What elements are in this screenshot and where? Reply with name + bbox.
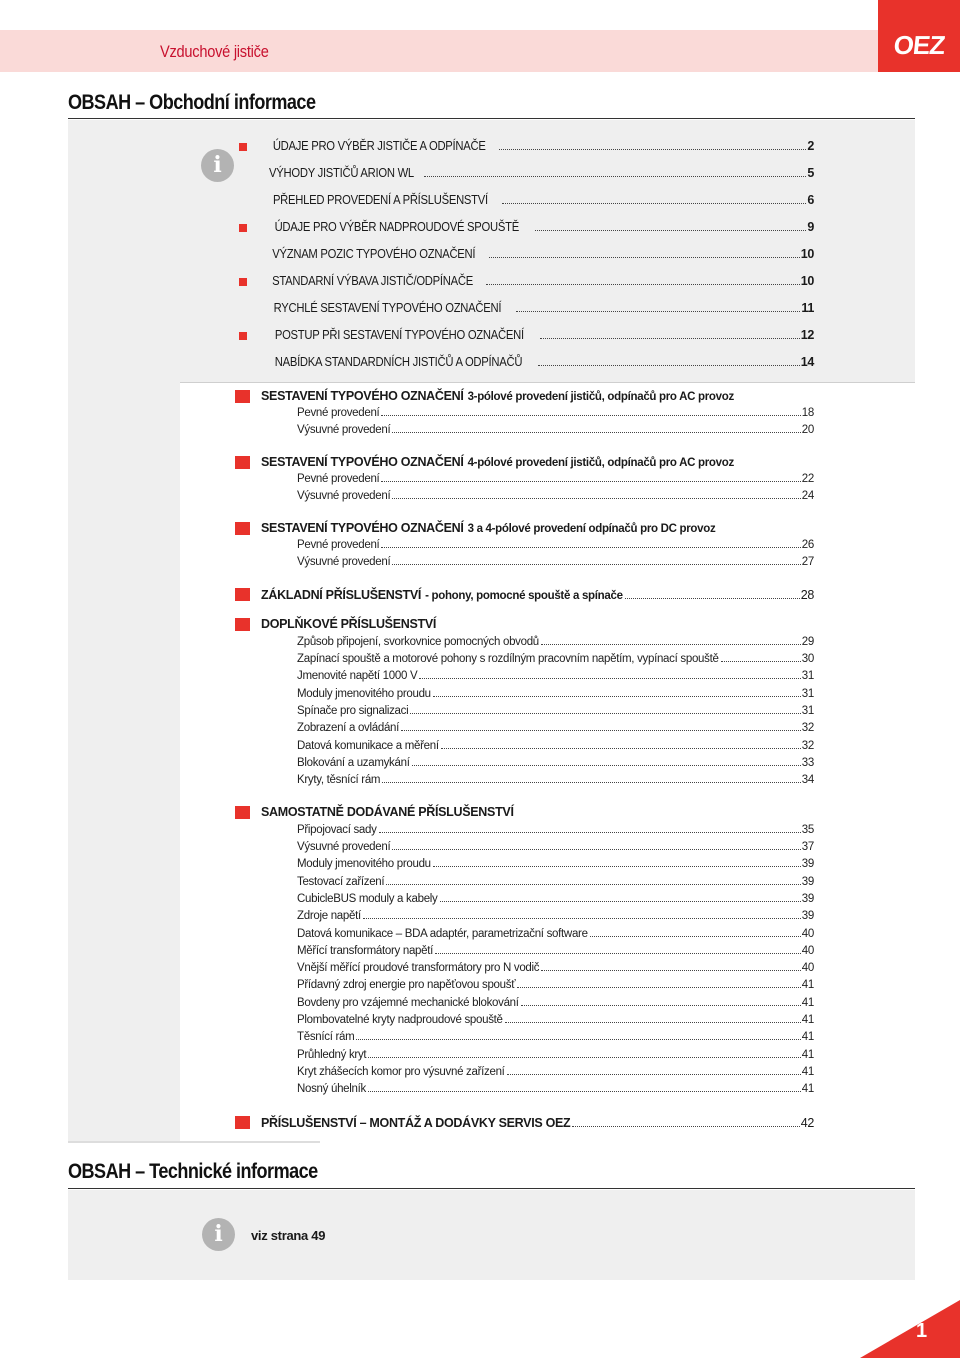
toc-subentry[interactable] [297,424,814,440]
dot-leader [590,936,801,937]
group-title-text: SAMOSTATNĚ DODÁVANÉ PŘÍSLUŠENSTVÍ [261,805,514,819]
entry-label: Výsuvné provedení [297,841,391,853]
page-corner [860,1300,960,1358]
dot-leader [381,547,800,548]
entry-page: 40 [801,962,814,974]
dot-leader [381,481,800,482]
entry-label: Jmenovité napětí 1000 V [297,670,418,682]
dot-leader [572,1126,799,1127]
toc-entry[interactable] [261,355,814,371]
entry-page: 39 [801,876,814,888]
tech-panel [68,1190,915,1280]
group-title-text: DOPLŇKOVÉ PŘÍSLUŠENSTVÍ [261,617,437,631]
entry-page: 41 [801,1031,814,1043]
group-title-text: SESTAVENÍ TYPOVÉHO OZNAČENÍ [261,389,464,403]
entry-page: 39 [801,893,814,905]
entry-page: 27 [801,556,814,568]
entry-page: 5 [807,166,814,180]
entry-label: Moduly jmenovitého proudu [297,858,431,870]
logo-text: OEZ [892,30,946,60]
entry-label: Kryty, těsnící rám [297,774,381,786]
section-rule [68,1188,915,1189]
entry-page: 29 [801,636,814,648]
dot-leader [499,149,806,150]
toc-subentry[interactable] [297,556,814,572]
toc-subentry[interactable] [297,740,814,756]
dot-leader [486,284,800,285]
entry-page: 31 [801,670,814,682]
divider [68,1141,320,1143]
group-marker [235,1116,250,1129]
toc-panel-left [68,382,180,1142]
toc-subentry[interactable] [297,893,814,909]
dot-leader [507,1074,801,1075]
entry-page: 10 [800,247,814,261]
toc-subentry[interactable] [297,945,814,961]
entry-page: 41 [801,1066,814,1078]
entry-label: Bovdeny pro vzájemné mechanické blokování [297,997,519,1009]
entry-label: Plombovatelné kryty nadproudové spouště [297,1014,503,1026]
entry-label: Pevné provedení [297,473,380,485]
entry-label: Připojovací sady [297,824,377,836]
group-subtitle: 3 a 4-pólové provedení odpínačů pro DC provoz [467,523,716,535]
dot-leader [381,415,800,416]
dot-leader [379,832,801,833]
dot-leader [356,1039,800,1040]
section-title-technical: OBSAH – Technické informace [68,1160,318,1183]
toc-subentry[interactable] [297,774,814,790]
dot-leader [382,782,801,783]
toc-subentry[interactable] [297,928,814,944]
entry-page: 31 [801,705,814,717]
entry-page: 28 [800,588,814,602]
info-icon: i [201,149,234,182]
toc-subentry[interactable] [297,1066,814,1082]
entry-label: VÝZNAM POZIC TYPOVÉHO OZNAČENÍ [272,247,476,261]
entry-page: 12 [800,328,814,342]
toc-subentry[interactable] [297,858,814,874]
entry-page: 41 [801,997,814,1009]
dot-leader [392,432,800,433]
dot-leader [541,644,801,645]
dot-leader [401,730,801,731]
toc-subentry[interactable] [297,962,814,978]
oez-logo [878,0,960,72]
entry-label: Blokování a uzamykání [297,757,410,769]
entry-label: Testovací zařízení [297,876,385,888]
entry-page: 2 [807,139,814,153]
group-marker [235,806,250,819]
entry-page: 39 [801,910,814,922]
entry-page: 40 [801,928,814,940]
entry-label: Zapínací spouště a motorové pohony s rozdílným pracovním napětím, vypínací spouště [297,653,719,665]
toc-subentry[interactable] [297,722,814,738]
entry-page: 9 [807,220,814,234]
entry-page: 22 [801,473,814,485]
entry-page: 26 [801,539,814,551]
header-title: Vzduchové jističe [160,42,269,61]
toc-entry[interactable] [261,328,814,344]
group-subtitle: 4-pólové provedení jističů, odpínačů pro AC provoz [467,457,734,469]
group-title [261,389,734,403]
group-title [261,617,436,631]
entry-label: Kryt zhášecích komor pro výsuvné zařízení [297,1066,505,1078]
entry-label: Datová komunikace a měření [297,740,439,752]
entry-page: 39 [801,858,814,870]
entry-page: 10 [800,274,814,288]
toc-entry[interactable] [261,139,814,155]
entry-label: Průhledný kryt [297,1049,367,1061]
toc-subentry[interactable] [297,1014,814,1030]
toc-entry[interactable] [261,274,814,290]
toc-subentry[interactable] [297,490,814,506]
dot-leader [502,203,807,204]
dot-leader [392,498,800,499]
dot-leader [410,713,800,714]
dot-leader [368,1091,801,1092]
entry-label: POSTUP PŘI SESTAVENÍ TYPOVÉHO OZNAČENÍ [274,328,524,342]
entry-label: Přídavný zdroj energie pro napěťovou spoušť [297,979,516,991]
entry-page: 6 [807,193,814,207]
entry-page: 41 [801,979,814,991]
entry-label: Spínače pro signalizaci [297,705,409,717]
toc-subentry[interactable] [297,979,814,995]
divider [180,382,915,383]
dot-leader [368,1057,800,1058]
group-title-text: SESTAVENÍ TYPOVÉHO OZNAČENÍ [261,521,464,535]
toc-subentry[interactable] [297,688,814,704]
see-page-note: viz strana 49 [251,1228,326,1243]
toc-subentry[interactable] [297,876,814,892]
entry-label: Výsuvné provedení [297,490,391,502]
dot-leader [535,230,807,231]
header-band [0,30,880,72]
entry-page: 34 [801,774,814,786]
entry-page: 37 [801,841,814,853]
entry-label: STANDARNÍ VÝBAVA JISTIČ/ODPÍNAČE [272,274,473,288]
entry-label: Zobrazení a ovládání [297,722,400,734]
section-title-business: OBSAH – Obchodní informace [68,91,316,114]
entry-label: ÚDAJE PRO VÝBĚR JISTIČE A ODPÍNAČE [272,139,486,153]
entry-label: Datová komunikace – BDA adaptér, parametrizační software [297,928,588,940]
dot-leader [441,748,801,749]
group-title-entry[interactable] [261,588,814,604]
bullet-square [239,224,247,232]
group-title [261,521,715,535]
entry-label: PŘÍSLUŠENSTVÍ – MONTÁŽ A DODÁVKY SERVIS OEZ [261,1116,571,1130]
dot-leader [412,765,801,766]
toc-subentry[interactable] [297,670,814,686]
entry-page: 11 [801,301,814,315]
toc-subentry[interactable] [297,1031,814,1047]
bullet-square [239,278,247,286]
entry-label: Nosný úhelník [297,1083,366,1095]
group-marker [235,456,250,469]
entry-page: 18 [801,407,814,419]
toc-subentry[interactable] [297,636,814,652]
entry-page: 14 [800,355,814,369]
entry-label: NABÍDKA STANDARDNÍCH JISTIČŮ A ODPÍNAČŮ [274,355,523,369]
entry-page: 40 [801,945,814,957]
group-marker [235,588,250,601]
group-title [261,455,734,469]
entry-label: RYCHLÉ SESTAVENÍ TYPOVÉHO OZNAČENÍ [273,301,502,315]
dot-leader [363,918,801,919]
toc-subentry[interactable] [297,705,814,721]
dot-leader [541,970,801,971]
bullet-square [239,143,247,151]
group-marker [235,522,250,535]
entry-label: Způsob připojení, svorkovnice pomocných obvodů [297,636,539,648]
entry-label: VÝHODY JISTIČŮ ARION WL [269,166,414,180]
entry-label: Těsnící rám [297,1031,355,1043]
toc-subentry[interactable] [297,841,814,857]
group-subtitle: 3-pólové provedení jističů, odpínačů pro AC provoz [467,391,734,403]
entry-page: 32 [801,740,814,752]
entry-page: 20 [801,424,814,436]
toc-entry[interactable] [261,220,814,236]
entry-label: Pevné provedení [297,407,380,419]
toc-entry[interactable] [261,247,814,263]
dot-leader [489,257,800,258]
section-rule [68,118,915,119]
dot-leader [517,987,801,988]
dot-leader [419,678,800,679]
dot-leader [625,598,800,599]
entry-label: Vnější měřící proudové transformátory pro N vodič [297,962,540,974]
entry-label: PŘEHLED PROVEDENÍ A PŘÍSLUŠENSTVÍ [272,193,488,207]
entry-page: 33 [801,757,814,769]
dot-leader [540,338,800,339]
toc-subentry[interactable] [297,910,814,926]
dot-leader [521,1005,801,1006]
entry-label: ÚDAJE PRO VÝBĚR NADPROUDOVÉ SPOUŠTĚ [274,220,519,234]
toc-subentry[interactable] [297,997,814,1013]
dot-leader [392,849,800,850]
toc-subentry[interactable] [297,757,814,773]
entry-page: 30 [801,653,814,665]
dot-leader [435,953,801,954]
toc-subentry[interactable] [297,473,814,489]
toc-subentry[interactable] [297,1083,814,1099]
toc-subentry[interactable] [297,653,814,669]
info-icon: i [202,1218,235,1251]
entry-page: 31 [801,688,814,700]
page-number: 1 [916,1320,928,1342]
entry-label: Moduly jmenovitého proudu [297,688,431,700]
group-marker [235,618,250,631]
dot-leader [538,365,800,366]
entry-label: Zdroje napětí [297,910,361,922]
entry-label: CubicleBUS moduly a kabely [297,893,438,905]
toc-subentry[interactable] [297,407,814,423]
dot-leader [392,564,800,565]
dot-leader [516,311,801,312]
dot-leader [433,696,801,697]
entry-page: 41 [801,1083,814,1095]
entry-label: ZÁKLADNÍ PŘÍSLUŠENSTVÍ [261,588,422,602]
toc-entry[interactable] [261,301,814,317]
toc-subentry[interactable] [297,539,814,555]
entry-page: 35 [801,824,814,836]
group-title-entry[interactable] [261,1116,814,1132]
toc-subentry[interactable] [297,824,814,840]
group-marker [235,390,250,403]
entry-page: 32 [801,722,814,734]
entry-label: Pevné provedení [297,539,380,551]
entry-page: 41 [801,1049,814,1061]
dot-leader [440,901,801,902]
entry-page: 24 [801,490,814,502]
entry-page: 41 [801,1014,814,1026]
dot-leader [721,661,801,662]
group-title [261,805,514,819]
dot-leader [386,884,801,885]
entry-label: Výsuvné provedení [297,556,391,568]
entry-page: 42 [800,1116,814,1130]
group-subtitle: - pohony, pomocné spouště a spínače [425,590,623,602]
group-title-text: SESTAVENÍ TYPOVÉHO OZNAČENÍ [261,455,464,469]
toc-entry[interactable] [261,166,814,182]
toc-entry[interactable] [261,193,814,209]
dot-leader [433,866,801,867]
dot-leader [505,1022,801,1023]
dot-leader [424,176,806,177]
entry-label: Měřící transformátory napětí [297,945,434,957]
toc-subentry[interactable] [297,1049,814,1065]
entry-label: Výsuvné provedení [297,424,391,436]
bullet-square [239,332,247,340]
